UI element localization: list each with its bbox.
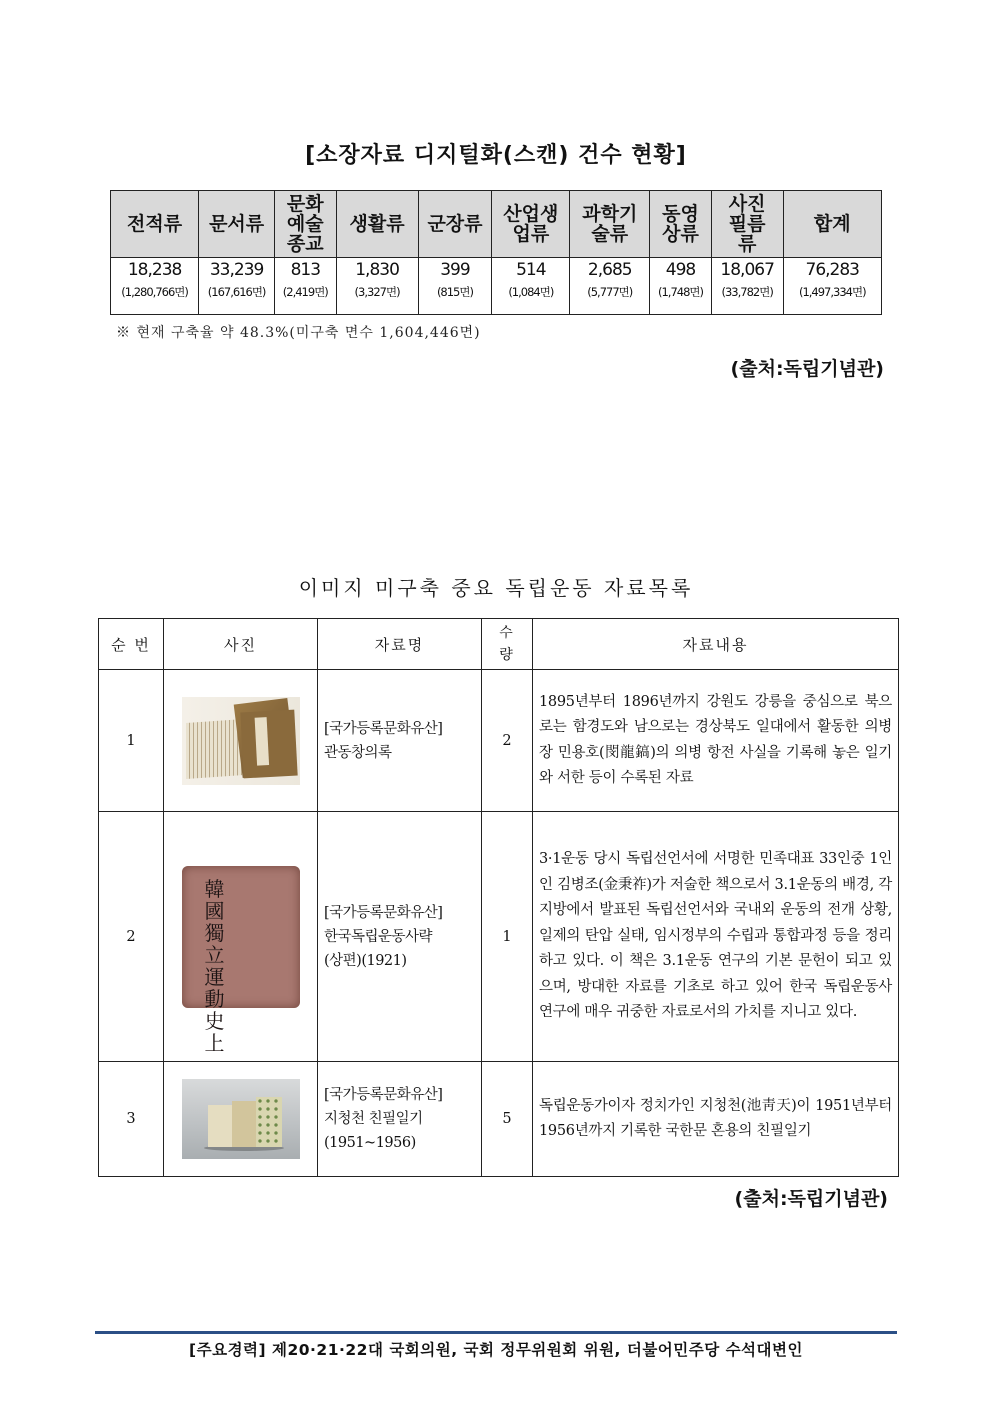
material-name: [국가등록문화유산] 관동창의록 (318, 670, 482, 812)
col-header-total: 합계 (783, 191, 881, 258)
data-cell (650, 258, 712, 315)
page-count: (2,419면) (282, 285, 328, 299)
col-header-photo: 사진 (164, 619, 318, 670)
data-cell (783, 258, 881, 315)
materials-table (98, 618, 899, 1177)
data-cell (418, 258, 492, 315)
col-header-photo-film: 사진 필름 류 (711, 191, 783, 258)
count-value: 33,239 (209, 260, 264, 280)
material-description: 3·1운동 당시 독립선언서에 서명한 민족대표 33인중 1인인 김병조(金秉祚)가 저술한 책으로서 3.1운동의 배경, 각 지방에서 발표된 독립선언서와 국내외 운동의 전개 상황, 일제의 탄압 실태, 임시정부의 수립과 통합과정 등을 정리하고 있다. 이 책은 3.1운동 연구의 기본 문헌이 되고 있으며, 방대한 자료를 기초로 하고 있어 한국 독립운동사 연구에 매우 귀중한 자료로서의 가치를 지니고 있다. (533, 812, 899, 1062)
quantity: 1 (482, 812, 533, 1062)
data-cell (570, 258, 650, 315)
material-description: 1895년부터 1896년까지 강원도 강릉을 중심으로 북으로는 함경도와 남으로는 경상북도 일대에서 활동한 의병장 민용호(閔龍鎬)의 의병 항전 사실을 기록해 놓은 일기와 서한 등이 수록된 자료 (533, 670, 899, 812)
table-row (99, 812, 899, 1062)
book-cover-calligraphy: 韓國獨立運動史上 (204, 876, 225, 1055)
col-header-munseo: 문서류 (199, 191, 275, 258)
col-header-name: 자료명 (318, 619, 482, 670)
col-header-culture: 문화 예술 종교 (275, 191, 337, 258)
row-number: 3 (99, 1062, 164, 1177)
photo-cell (164, 812, 318, 1062)
col-header-jeonjeok: 전적류 (111, 191, 199, 258)
list-title: 이미지 미구축 중요 독립운동 자료목록 (298, 576, 694, 600)
page-count: (1,497,334면) (798, 285, 866, 299)
book-cover-photo (182, 866, 300, 1055)
count-value: 18,238 (127, 260, 182, 280)
page-count: (1,280,766면) (121, 285, 188, 299)
scan-status-title: [소장자료 디지털화(스캔) 건수 현황] (305, 143, 687, 168)
data-cell (199, 258, 275, 315)
data-cell (492, 258, 570, 315)
quantity: 2 (482, 670, 533, 812)
count-value: 813 (290, 260, 321, 280)
count-value: 2,685 (587, 260, 632, 280)
data-cell (336, 258, 418, 315)
count-value: 498 (665, 260, 696, 280)
data-cell (275, 258, 337, 315)
col-header-science: 과학기 술류 (570, 191, 650, 258)
page-count: (815면) (436, 285, 473, 299)
data-cell (111, 258, 199, 315)
count-value: 76,283 (805, 260, 859, 280)
source-label: (출처:독립기념관) (730, 358, 884, 380)
page-count: (167,616면) (207, 285, 266, 299)
source-label: (출처:독립기념관) (734, 1188, 888, 1210)
col-header-content: 자료내용 (533, 619, 899, 670)
table-row (99, 670, 899, 812)
photo-cell (164, 1062, 318, 1177)
material-name: [국가등록문화유산] 지청천 친필일기(1951~1956) (318, 1062, 482, 1177)
row-number: 1 (99, 670, 164, 812)
page-count: (5,777면) (587, 285, 633, 299)
old-book-photo (182, 697, 300, 785)
count-value: 399 (440, 260, 470, 280)
col-header-no: 순 번 (99, 619, 164, 670)
col-header-industry: 산업생 업류 (492, 191, 570, 258)
page-count: (1,748면) (658, 285, 704, 299)
quantity: 5 (482, 1062, 533, 1177)
count-value: 1,830 (355, 260, 399, 280)
data-cell (711, 258, 783, 315)
scan-status-table (110, 190, 882, 315)
count-value: 514 (516, 260, 546, 280)
row-number: 2 (99, 812, 164, 1062)
footer-career: [주요경력] 제20·21·22대 국회의원, 국회 정무위원회 위원, 더불어민주당 수석대변인 (189, 1341, 803, 1359)
diary-books-photo (182, 1079, 300, 1159)
page-count: (33,782면) (721, 285, 773, 299)
col-header-military: 군장류 (418, 191, 492, 258)
col-header-life: 생활류 (336, 191, 418, 258)
photo-cell (164, 670, 318, 812)
page-count: (1,084면) (508, 285, 554, 299)
table-row (99, 1062, 899, 1177)
count-value: 18,067 (720, 260, 774, 280)
material-name: [국가등록문화유산] 한국독립운동사략 (상편)(1921) (318, 812, 482, 1062)
scan-note: ※ 현재 구축율 약 48.3%(미구축 면수 1,604,446면) (116, 325, 481, 341)
footer-divider (95, 1331, 897, 1334)
material-description: 독립운동가이자 정치가인 지청천(池靑天)이 1951년부터 1956년까지 기록한 국한문 혼용의 친필일기 (533, 1062, 899, 1177)
page-count: (3,327면) (354, 285, 400, 299)
col-header-video: 동영 상류 (650, 191, 712, 258)
col-header-qty: 수 량 (482, 619, 533, 670)
